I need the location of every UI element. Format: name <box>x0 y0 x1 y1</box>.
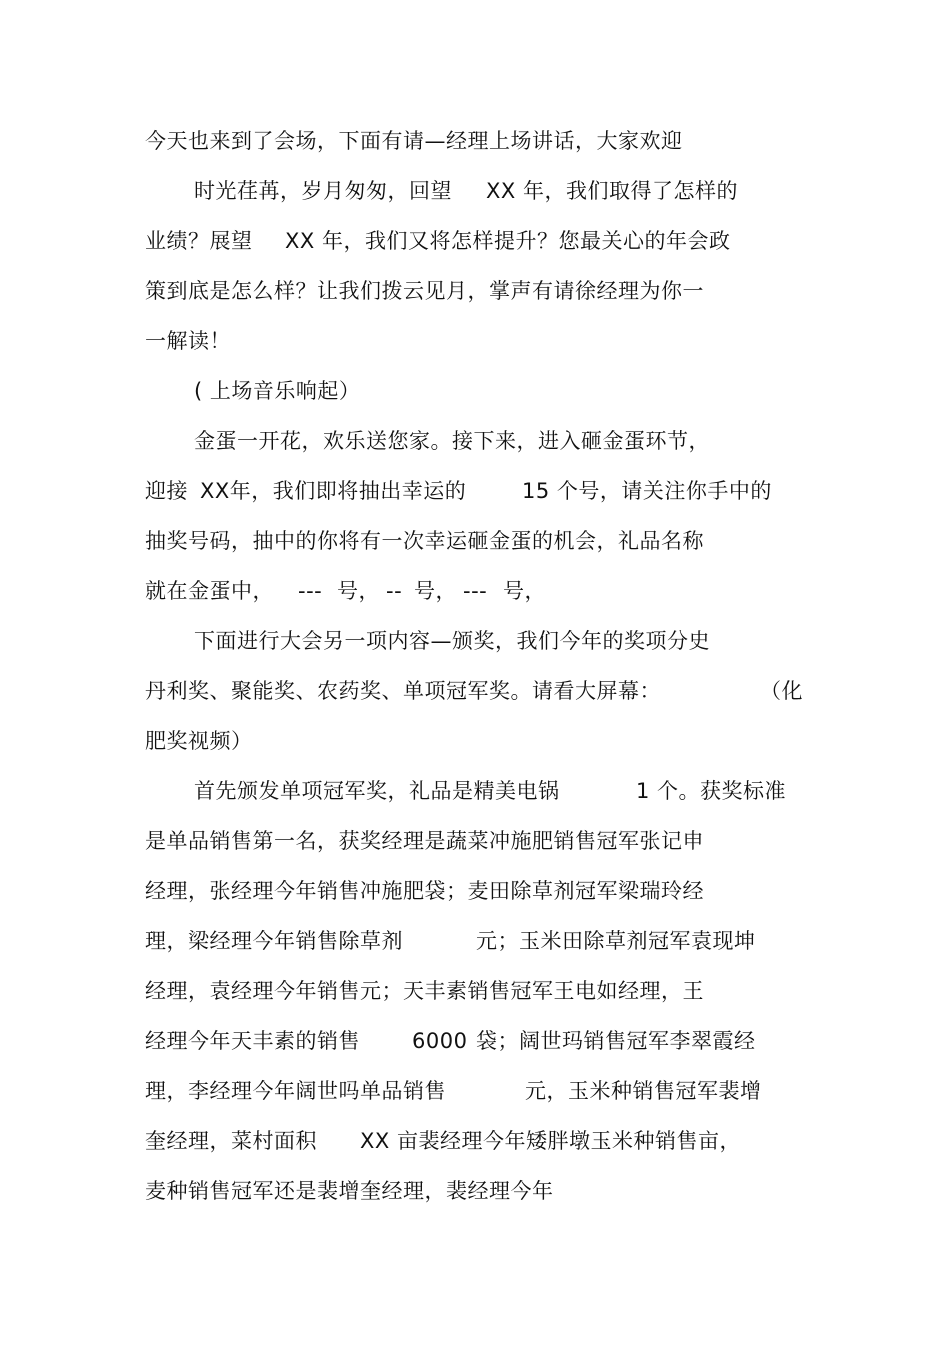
text-segment: 经理今年天丰素的销售 <box>145 1029 360 1053</box>
text-segment: 1 个。获奖标准 <box>636 779 787 803</box>
text-segment: XX 年，我们又将怎样提升？您最关心的年会政 <box>285 229 731 253</box>
text-segment: 下面进行大会另一项内容—颁奖，我们今年的奖项分史 <box>194 629 710 653</box>
text-segment: （化 <box>760 679 803 703</box>
text-segment: 是单品销售第一名，获奖经理是蔬菜冲施肥销售冠军张记申 <box>145 829 704 853</box>
text-segment: 元；玉米田除草剂冠军袁现坤 <box>476 929 756 953</box>
text-segment: 就在金蛋中， <box>145 579 274 603</box>
text-line <box>0 1074 950 1108</box>
text-line <box>0 574 950 608</box>
text-line <box>0 374 950 408</box>
text-segment: --- <box>298 579 323 603</box>
text-segment: 一解读！ <box>145 329 231 353</box>
text-segment: 奎经理，菜村面积 <box>145 1129 317 1153</box>
text-segment: 业绩？展望 <box>145 229 253 253</box>
text-segment: 号， <box>414 579 457 603</box>
text-line <box>0 974 950 1008</box>
text-line <box>0 1024 950 1058</box>
text-line <box>0 424 950 458</box>
text-line <box>0 524 950 558</box>
text-segment: 麦种销售冠军还是裴增奎经理，裴经理今年 <box>145 1179 554 1203</box>
text-segment: 策到底是怎么样？让我们拨云见月，掌声有请徐经理为你一 <box>145 279 704 303</box>
text-segment: 理，梁经理今年销售除草剂 <box>145 929 403 953</box>
text-line <box>0 924 950 958</box>
text-segment: 经理，袁经理今年销售元；天丰素销售冠军王电如经理，王 <box>145 979 704 1003</box>
text-segment: 6000 <box>412 1029 468 1053</box>
text-line <box>0 474 950 508</box>
text-segment: XX年，我们即将抽出幸运的 <box>200 479 467 503</box>
text-line <box>0 224 950 258</box>
text-segment: 今天也来到了会场，下面有请—经理上场讲话，大家欢迎 <box>145 129 683 153</box>
text-segment: 袋；阔世玛销售冠军李翠霞经 <box>476 1029 756 1053</box>
text-segment: 丹利奖、聚能奖、农药奖、单项冠军奖。请看大屏幕： <box>145 679 661 703</box>
text-segment: -- <box>386 579 403 603</box>
text-line <box>0 874 950 908</box>
text-line <box>0 274 950 308</box>
text-segment: 金蛋一开花，欢乐送您家。接下来，进入砸金蛋环节， <box>194 429 710 453</box>
text-segment: 经理，张经理今年销售冲施肥袋；麦田除草剂冠军梁瑞玲经 <box>145 879 704 903</box>
text-segment: 肥奖视频） <box>145 729 253 753</box>
text-line <box>0 1124 950 1158</box>
text-segment: XX 亩裴经理今年矮胖墩玉米种销售亩， <box>360 1129 741 1153</box>
text-line <box>0 174 950 208</box>
text-line <box>0 674 950 708</box>
text-segment: XX 年，我们取得了怎样的 <box>486 179 738 203</box>
text-segment: 迎接 <box>145 479 188 503</box>
text-segment: 抽奖号码，抽中的你将有一次幸运砸金蛋的机会，礼品名称 <box>145 529 704 553</box>
text-segment: 号， <box>503 579 546 603</box>
text-segment: 号， <box>337 579 380 603</box>
text-segment: --- <box>463 579 488 603</box>
text-segment: 时光荏苒，岁月匆匆，回望 <box>194 179 452 203</box>
text-line <box>0 324 950 358</box>
text-line <box>0 724 950 758</box>
text-segment: 首先颁发单项冠军奖，礼品是精美电锅 <box>194 779 560 803</box>
text-segment: 理，李经理今年阔世吗单品销售 <box>145 1079 446 1103</box>
text-line <box>0 624 950 658</box>
text-segment: ( 上场音乐响起） <box>194 379 361 403</box>
text-segment: 元，玉米种销售冠军裴增 <box>525 1079 762 1103</box>
text-line <box>0 824 950 858</box>
text-line <box>0 774 950 808</box>
text-segment: 15 个号，请关注你手中的 <box>522 479 772 503</box>
text-line <box>0 1174 950 1208</box>
text-line <box>0 124 950 158</box>
